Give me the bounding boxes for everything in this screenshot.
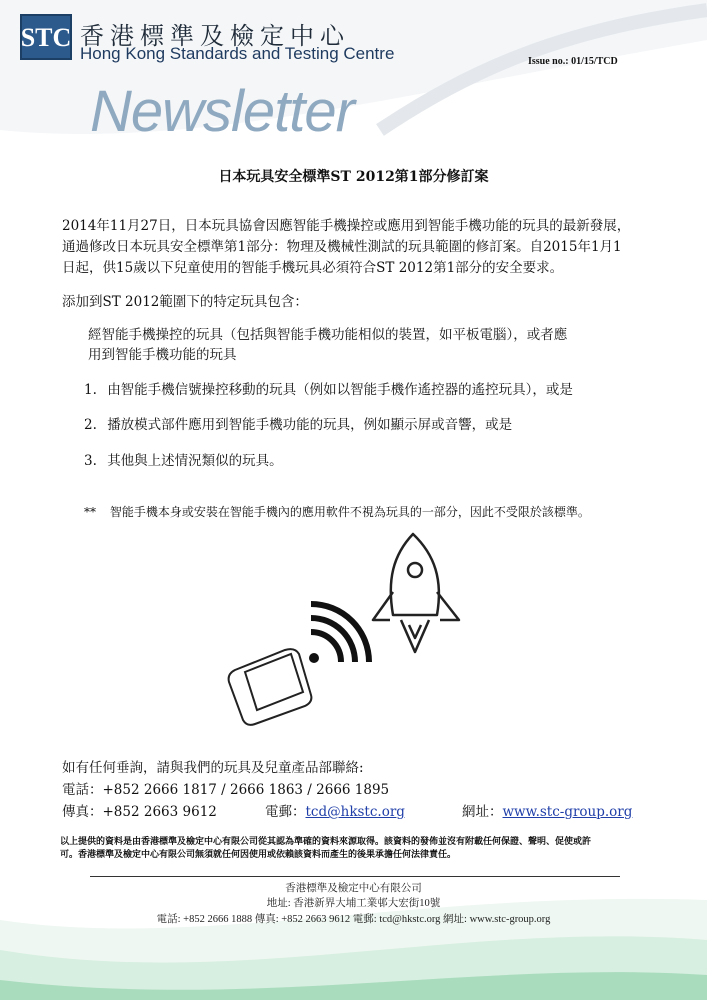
scope-line: 經智能手機操控的玩具（包括與智能手機功能相似的裝置，如平板電腦），或者應	[88, 327, 568, 343]
org-name-en: Hong Kong Standards and Testing Centre	[80, 44, 395, 63]
contact-email-row	[265, 800, 405, 820]
footer-company: 香港標準及檢定中心有限公司	[285, 883, 422, 894]
fax-value: +852 2663 9612	[102, 804, 217, 820]
contact-intro: 如有任何垂詢，請與我們的玩具及兒童產品部聯絡:	[62, 760, 364, 776]
contact-phone-row	[62, 778, 389, 798]
scope-description	[88, 325, 648, 365]
email-label: 電郵：	[265, 804, 306, 820]
list-item	[84, 380, 573, 400]
web-label: 網址：	[462, 804, 503, 820]
footer-contacts: 電話: +852 2666 1888 傳真: +852 2663 9612 電郵: tcd@hkstc.org 網址: www.stc-group.org	[156, 914, 551, 925]
note-mark: **	[84, 505, 96, 519]
issue-number: Issue no.: 01/15/TCD	[528, 56, 618, 67]
note-text: 智能手機本身或安裝在智能手機內的應用軟件不視為玩具的一部分，因此不受限於該標準。	[109, 505, 590, 519]
smartphone-icon	[229, 649, 312, 725]
phone-value: +852 2666 1817 / 2666 1863 / 2666 1895	[102, 782, 390, 798]
contact-web-row	[462, 800, 632, 820]
stc-logo-icon	[20, 14, 72, 60]
org-name-zh: 香港標準及檢定中心	[80, 22, 350, 50]
footnote	[84, 503, 590, 520]
disclaimer-line: 以上提供的資料是由香港標準及檢定中心有限公司從其認為準確的資料來源取得。該資料的發佈並沒有附載任何保證、聲明、促使或許	[60, 837, 592, 847]
illustration	[215, 530, 485, 730]
footer-divider	[90, 876, 620, 877]
intro-line: 通過修改日本玩具安全標準第1部分：物理及機械性測試的玩具範圍的修訂案。自2015年1月1	[62, 239, 622, 255]
svg-text:STC: STC	[22, 23, 70, 52]
scope-intro: 添加到ST 2012範圍下的特定玩具包含：	[62, 294, 308, 310]
wifi-signal-icon	[309, 604, 369, 663]
website-link[interactable]: www.stc-group.org	[502, 804, 633, 820]
fax-label: 傳真：	[62, 804, 103, 820]
intro-line: 日起，供15歲以下兒童使用的智能手機玩具必須符合ST 2012第1部分的安全要求。	[62, 260, 564, 276]
contact-fax-row	[62, 800, 217, 820]
list-number: 3.	[84, 453, 97, 469]
footer-address: 地址: 香港新界大埔工業邨大宏街10號	[266, 898, 441, 909]
list-text: 其他與上述情況類似的玩具。	[107, 453, 283, 469]
list-text: 由智能手機信號操控移動的玩具（例如以智能手機作遙控器的遙控玩具），或是	[107, 382, 573, 398]
rocket-icon	[373, 534, 459, 652]
list-item	[84, 451, 283, 471]
list-number: 1.	[84, 382, 97, 398]
list-item	[84, 415, 512, 435]
list-number: 2.	[84, 417, 97, 433]
newsletter-title: Newsletter	[90, 79, 354, 144]
disclaimer-line: 可。香港標準及檢定中心有限公司無須就任何因使用或依賴該資料而產生的後果承擔任何法律責任。	[60, 850, 457, 860]
article-title: 日本玩具安全標準ST 2012第1部分修訂案	[218, 169, 489, 185]
disclaimer	[60, 836, 650, 862]
email-link[interactable]: tcd@hkstc.org	[305, 804, 405, 820]
intro-paragraph	[62, 216, 652, 279]
phone-label: 電話：	[62, 782, 103, 798]
intro-line: 2014年11月27日，日本玩具協會因應智能手機操控或應用到智能手機功能的玩具的最新發展，	[62, 218, 631, 234]
list-text: 播放模式部件應用到智能手機功能的玩具，例如顯示屏或音響，或是	[107, 417, 513, 433]
scope-line: 用到智能手機功能的玩具	[88, 347, 237, 363]
